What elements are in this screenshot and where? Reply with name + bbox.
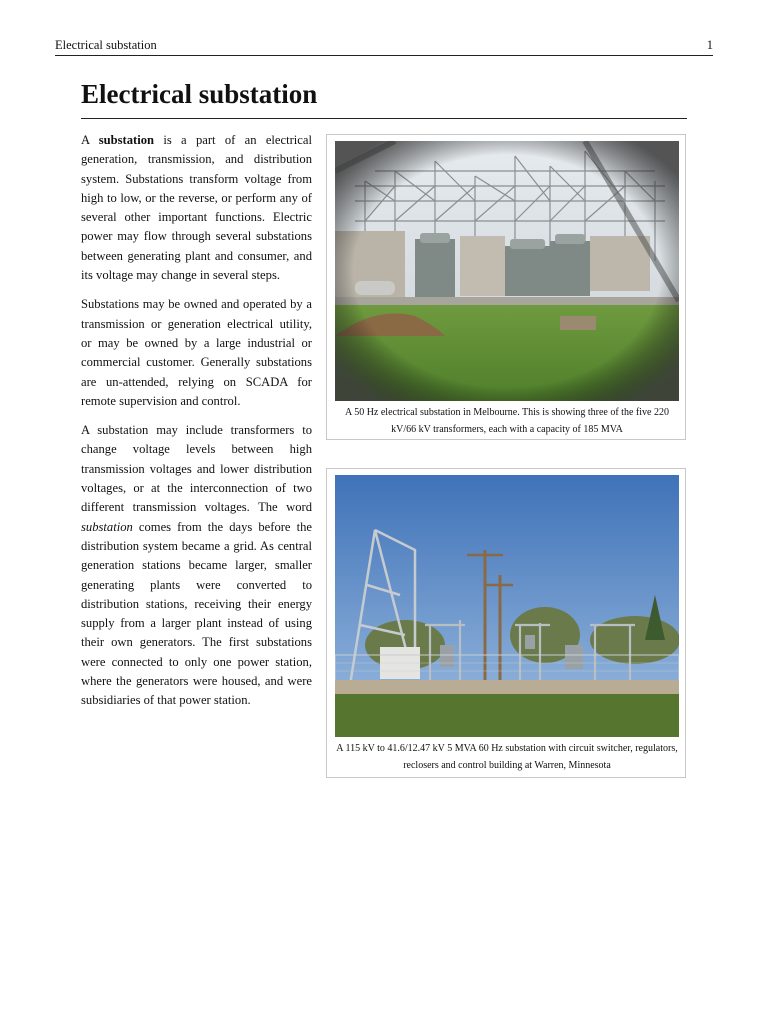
paragraph-3-text: comes from the days before the distribution system became a grid. As central generation stations became larger, smaller generating plants were converted to distribution stations, receiving their energy supply from a larger plant instead of using their own generators. The first substations were connected to only one power station, where the generators were housed, and were subsidiaries of that power station. <box>81 519 312 708</box>
article-body <box>81 131 312 721</box>
paragraph-1 <box>81 131 312 285</box>
page-title: Electrical substation <box>81 76 687 119</box>
paragraph-2: Substations may be owned and operated by a transmission or generation electrical utility, or may be owned by a large industrial or commercial customer. Generally substations are un-attended, relying on SCADA for remote supervision and control. <box>81 297 312 408</box>
paragraph-1-text: is a part of an electrical generation, transmission, and distribution system. Substations transform voltage from high to low, or the reverse, or perform any of several other important functions. Electric power may flow through several substations between generating plant and consumer, and its voltage may change in several steps. <box>81 133 312 283</box>
figure-caption: A 115 kV to 41.6/12.47 kV 5 MVA 60 Hz substation with circuit switcher, regulators, reclosers and control building at Warren, Minnesota <box>336 743 678 771</box>
figure-warren-substation <box>326 468 686 778</box>
paragraph-3 <box>81 421 312 710</box>
paragraph-1-lead: A <box>81 133 99 147</box>
figure-melbourne-substation <box>326 134 686 440</box>
italic-term-substation: substation <box>81 519 133 534</box>
running-header-title: Electrical substation <box>55 38 157 52</box>
bold-term-substation: substation <box>98 133 155 147</box>
page-number: 1 <box>706 38 713 52</box>
melbourne-substation-photo <box>335 141 679 401</box>
running-header <box>55 37 713 56</box>
paragraph-3-lead: A substation may include transformers to change voltage levels between high transmission voltages and lower distribution voltages, or at the interconnection of two different transmission voltages. The word <box>81 423 312 515</box>
figure-caption: A 50 Hz electrical substation in Melbourne. This is showing three of the five 220 kV/66 kV transformers, each with a capacity of 185 MVA <box>345 407 669 435</box>
warren-substation-photo <box>335 475 679 737</box>
